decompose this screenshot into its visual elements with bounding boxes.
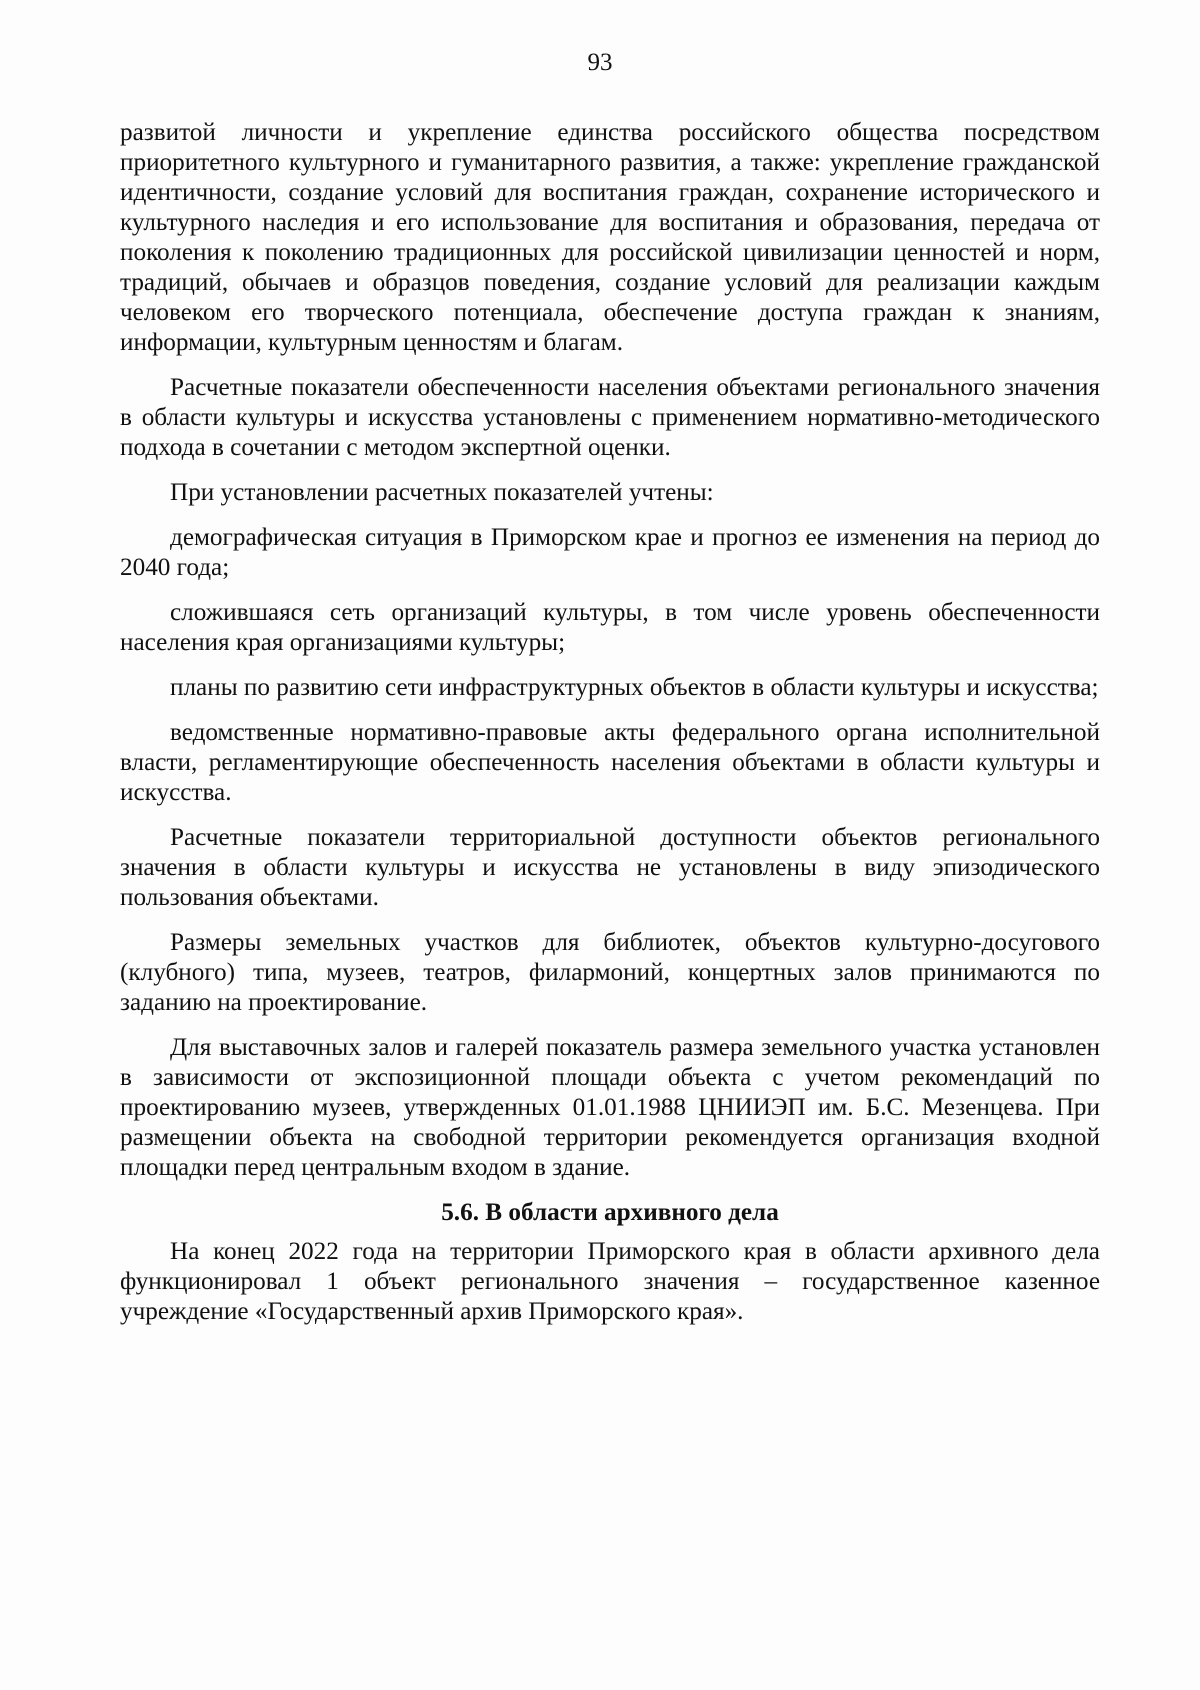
paragraph-accessibility: Расчетные показатели территориальной доступности объектов регионального значения в области культуры и искусства не установлены в виду эпизодического пользования объектами. <box>120 824 1100 911</box>
paragraph-archive: На конец 2022 года на территории Приморского края в области архивного дела функционировал 1 объект регионального значения – государственное казенное учреждение «Государственный архив Приморского края». <box>120 1238 1100 1325</box>
document-body <box>120 118 1100 1342</box>
paragraph-demographic: демографическая ситуация в Приморском крае и прогноз ее изменения на период до 2040 года; <box>120 524 1100 581</box>
paragraph-network: сложившаяся сеть организаций культуры, в том числе уровень обеспеченности населения края организациями культуры; <box>120 599 1100 656</box>
section-heading: 5.6. В области архивного дела <box>441 1199 779 1226</box>
paragraph-continuation: развитой личности и укрепление единства российского общества посредством приоритетного культурного и гуманитарного развития, а также: укрепление гражданской идентичности, создание условий для воспитания граждан, сохранение исторического и культурного наследия и его использование для воспитания и образования, передача от поколения к поколению традиционных для российской цивилизации ценностей и норм, традиций, обычаев и образцов поведения, создание условий для реализации каждым человеком его творческого потенциала, обеспечение доступа граждан к знаниям, информации, культурным ценностям и благам. <box>120 119 1100 356</box>
page-number: 93 <box>587 49 613 76</box>
paragraph-plans: планы по развитию сети инфраструктурных объектов в области культуры и искусства; <box>170 674 1099 701</box>
paragraph-considered-intro: При установлении расчетных показателей учтены: <box>170 479 714 506</box>
paragraph-exhibition-halls: Для выставочных залов и галерей показатель размера земельного участка установлен в зависимости от экспозиционной площади объекта с учетом рекомендаций по проектированию музеев, утвержденных 01.01.1988 ЦНИИЭП им. Б.С. Мезенцева. При размещении объекта на свободной территории рекомендуется организация входной площадки перед центральным входом в здание. <box>120 1034 1100 1181</box>
paragraph-regulations: ведомственные нормативно-правовые акты федерального органа исполнительной власти, регламентирующие обеспеченность населения объектами в области культуры и искусства. <box>120 719 1100 806</box>
paragraph-land-sizes: Размеры земельных участков для библиотек, объектов культурно-досугового (клубного) типа, музеев, театров, филармоний, концертных залов принимаются по заданию на проектирование. <box>120 929 1100 1016</box>
paragraph-calculation-indicators: Расчетные показатели обеспеченности населения объектами регионального значения в области культуры и искусства установлены с применением нормативно-методического подхода в сочетании с методом экспертной оценки. <box>120 374 1100 461</box>
